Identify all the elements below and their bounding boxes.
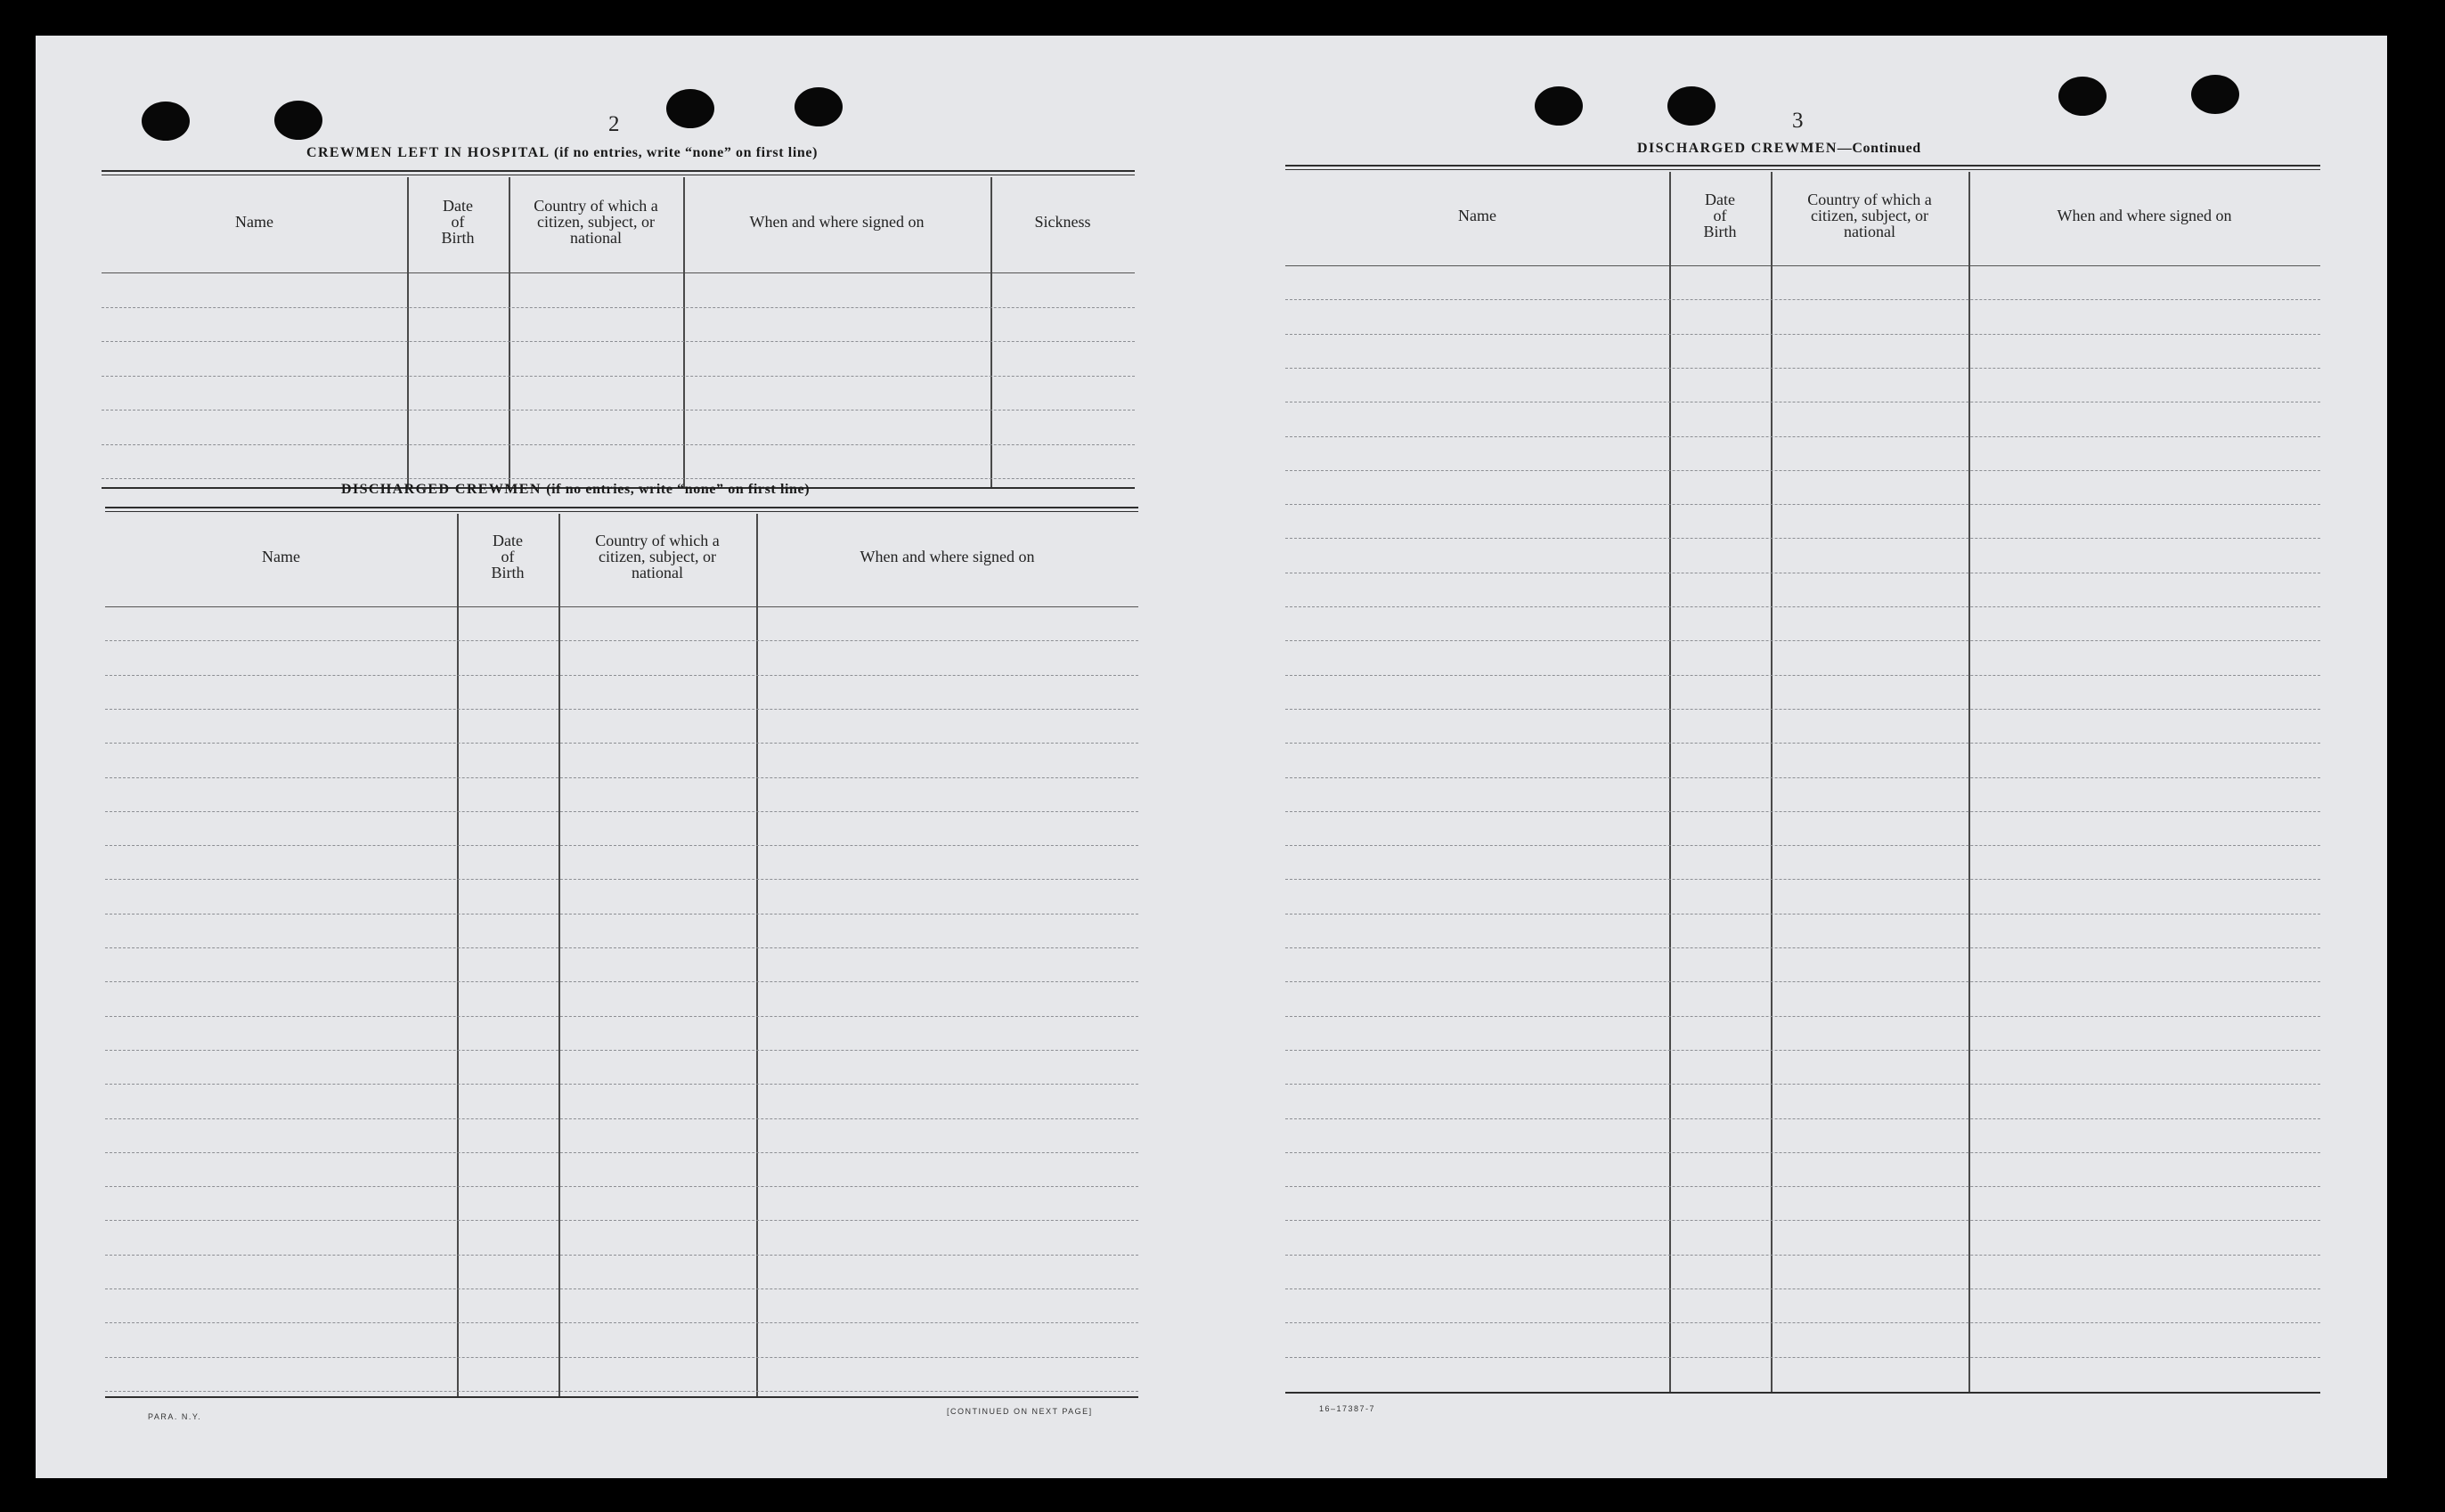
column-header: Country of which a citizen, subject, or national [534, 196, 658, 247]
entry-line [1285, 1357, 2320, 1358]
entry-line [1285, 743, 2320, 744]
entry-line [105, 1391, 1138, 1392]
entry-line [105, 879, 1138, 880]
column-header: Country of which a citizen, subject, or national [595, 532, 720, 581]
entry-line [102, 444, 1135, 445]
entry-line [105, 947, 1138, 948]
table-top-rule [105, 511, 1138, 512]
entry-line [1285, 914, 2320, 915]
entry-line [105, 1016, 1138, 1017]
entry-line [105, 1186, 1138, 1187]
discharged-continued-subtitle: —Continued [1837, 141, 1921, 156]
document-sheet [36, 36, 2387, 1478]
entry-line [105, 1220, 1138, 1221]
entry-line [1285, 368, 2320, 369]
entry-line [105, 811, 1138, 812]
punch-hole [795, 87, 843, 126]
entry-line [1285, 1322, 2320, 1323]
entry-line [102, 410, 1135, 411]
entry-line [105, 1118, 1138, 1119]
entry-line [1285, 811, 2320, 812]
table-top-rule [102, 170, 1135, 172]
entry-line [105, 709, 1138, 710]
discharged-title-subtitle: (if no entries, write “none” on first line) [546, 482, 811, 497]
entry-line [105, 981, 1138, 982]
entry-line [105, 1288, 1138, 1289]
entry-line [1285, 436, 2320, 437]
column-divider [1669, 172, 1671, 1392]
entry-line [1285, 1186, 2320, 1187]
column-header: Name [1458, 206, 1496, 224]
form-number: 16–17387-7 [1319, 1404, 1376, 1413]
entry-line [105, 914, 1138, 915]
header-rule [105, 606, 1138, 607]
entry-line [105, 1255, 1138, 1256]
entry-line [1285, 1084, 2320, 1085]
punch-hole [2058, 77, 2107, 116]
entry-line [1285, 879, 2320, 880]
table-top-rule [105, 507, 1138, 508]
entry-line [1285, 709, 2320, 710]
header-rule [1285, 265, 2320, 266]
hospital-section-title [306, 145, 818, 161]
punch-hole [1667, 86, 1716, 126]
entry-line [105, 743, 1138, 744]
discharged-section-title [341, 482, 810, 498]
page-number-right: 3 [1792, 109, 1804, 133]
entry-line [1285, 606, 2320, 607]
column-header: Country of which a citizen, subject, or national [1807, 190, 1932, 240]
continued-note: [CONTINUED ON NEXT PAGE] [947, 1407, 1093, 1416]
discharged-table [105, 507, 1138, 1398]
entry-line [1285, 777, 2320, 778]
punch-hole [274, 101, 322, 140]
column-header: When and where signed on [749, 212, 925, 231]
table-bottom-rule [1285, 1392, 2320, 1394]
printer-mark: PARA. N.Y. [148, 1412, 202, 1421]
entry-line [1285, 845, 2320, 846]
column-header: Date of Birth [491, 532, 525, 581]
entry-line [105, 1322, 1138, 1323]
hospital-table [102, 170, 1135, 489]
entry-line [1285, 1152, 2320, 1153]
column-header: Sickness [1034, 212, 1091, 231]
column-header: Name [262, 548, 300, 565]
entry-line [102, 478, 1135, 479]
header-rule [102, 272, 1135, 273]
entry-line [105, 777, 1138, 778]
entry-line [1285, 504, 2320, 505]
page-number-left: 2 [608, 112, 620, 136]
punch-hole [1535, 86, 1583, 126]
entry-line [1285, 299, 2320, 300]
entry-line [105, 640, 1138, 641]
table-top-rule [1285, 169, 2320, 170]
entry-line [1285, 538, 2320, 539]
table-bottom-rule [105, 1396, 1138, 1398]
column-divider [1771, 172, 1773, 1392]
entry-line [1285, 1288, 2320, 1289]
discharged-continued-title-text: DISCHARGED CREWMEN [1637, 141, 1838, 156]
entry-line [1285, 981, 2320, 982]
entry-line [1285, 1016, 2320, 1017]
punch-hole [666, 89, 714, 128]
column-divider [457, 514, 459, 1396]
column-header: When and where signed on [2057, 206, 2232, 224]
entry-line [105, 1357, 1138, 1358]
entry-line [1285, 1050, 2320, 1051]
entry-line [102, 307, 1135, 308]
discharged-continued-table [1285, 165, 2320, 1394]
punch-hole [142, 102, 190, 141]
discharged-title-text: DISCHARGED CREWMEN [341, 482, 542, 497]
table-top-rule [1285, 165, 2320, 167]
hospital-title-text: CREWMEN LEFT IN HOSPITAL [306, 145, 550, 160]
column-header: When and where signed on [860, 548, 1035, 565]
discharged-continued-title [1637, 141, 1921, 157]
entry-line [1285, 675, 2320, 676]
entry-line [1285, 1220, 2320, 1221]
column-divider [1968, 172, 1970, 1392]
column-divider [558, 514, 560, 1396]
column-divider [756, 514, 758, 1396]
entry-line [1285, 470, 2320, 471]
entry-line [1285, 947, 2320, 948]
entry-line [1285, 1118, 2320, 1119]
entry-line [105, 1152, 1138, 1153]
punch-hole [2191, 75, 2239, 114]
entry-line [105, 1084, 1138, 1085]
entry-line [105, 1050, 1138, 1051]
entry-line [102, 341, 1135, 342]
entry-line [1285, 640, 2320, 641]
entry-line [1285, 1255, 2320, 1256]
entry-line [102, 376, 1135, 377]
column-header: Date of Birth [441, 196, 475, 247]
column-header: Date of Birth [1703, 190, 1737, 240]
entry-line [105, 845, 1138, 846]
entry-line [105, 675, 1138, 676]
hospital-title-subtitle: (if no entries, write “none” on first line) [554, 145, 818, 160]
entry-line [1285, 334, 2320, 335]
column-header: Name [235, 212, 273, 231]
